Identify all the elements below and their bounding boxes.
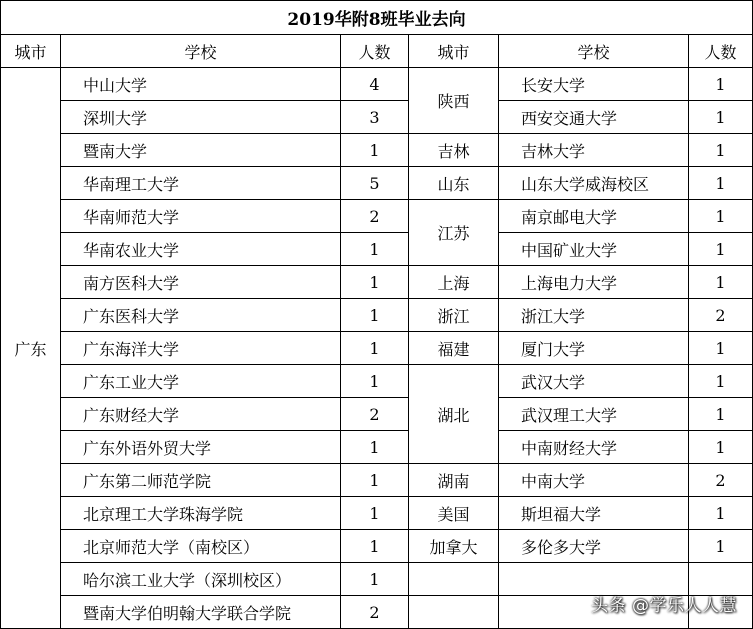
count-cell: 1: [341, 299, 409, 332]
school-cell: 广东外语外贸大学: [61, 431, 341, 464]
count-cell: 1: [689, 101, 753, 134]
school-cell: 北京师范大学（南校区）: [61, 530, 341, 563]
school-cell: 华南理工大学: [61, 167, 341, 200]
school-cell: 南方医科大学: [61, 266, 341, 299]
table-row: [1, 530, 753, 563]
empty-cell: [409, 596, 499, 629]
school-cell: 暨南大学: [61, 134, 341, 167]
count-cell: 1: [689, 497, 753, 530]
count-cell: 1: [341, 332, 409, 365]
school-cell: 多伦多大学: [499, 530, 689, 563]
city-cell: 陕西: [409, 68, 499, 134]
table-title: 2019华附8班毕业去向: [1, 1, 753, 35]
city-cell: 吉林: [409, 134, 499, 167]
school-cell: 广东工业大学: [61, 365, 341, 398]
city-cell: 上海: [409, 266, 499, 299]
empty-cell: [409, 563, 499, 596]
school-cell: 暨南大学伯明翰大学联合学院: [61, 596, 341, 629]
count-cell: 1: [341, 497, 409, 530]
city-cell: 湖北: [409, 365, 499, 464]
school-cell: 上海电力大学: [499, 266, 689, 299]
count-cell: 2: [341, 596, 409, 629]
count-cell: 1: [689, 398, 753, 431]
count-cell: 1: [689, 233, 753, 266]
school-cell: 斯坦福大学: [499, 497, 689, 530]
school-cell: 吉林大学: [499, 134, 689, 167]
city-cell: 加拿大: [409, 530, 499, 563]
city-cell: 福建: [409, 332, 499, 365]
school-cell: 中南财经大学: [499, 431, 689, 464]
count-cell: 1: [341, 134, 409, 167]
table-row: [1, 497, 753, 530]
school-cell: 厦门大学: [499, 332, 689, 365]
school-cell: 长安大学: [499, 68, 689, 101]
city-guangdong: 广东: [1, 68, 61, 629]
school-cell: 华南农业大学: [61, 233, 341, 266]
school-cell: 中南大学: [499, 464, 689, 497]
watermark: 头条 @学乐人人慧: [591, 596, 737, 616]
table-row: [1, 101, 753, 134]
count-cell: 1: [341, 266, 409, 299]
header-left-school: 学校: [61, 35, 341, 68]
header-right-count: 人数: [689, 35, 753, 68]
school-cell: 广东财经大学: [61, 398, 341, 431]
count-cell: 1: [689, 530, 753, 563]
city-cell: 湖南: [409, 464, 499, 497]
school-cell: 广东医科大学: [61, 299, 341, 332]
school-cell: 南京邮电大学: [499, 200, 689, 233]
table-row: [1, 68, 753, 101]
count-cell: 1: [689, 266, 753, 299]
count-cell: 1: [341, 233, 409, 266]
count-cell: 1: [689, 200, 753, 233]
table-row: [1, 332, 753, 365]
table-row: [1, 464, 753, 497]
city-cell: 美国: [409, 497, 499, 530]
school-cell: 西安交通大学: [499, 101, 689, 134]
header-left-city: 城市: [1, 35, 61, 68]
count-cell: 5: [341, 167, 409, 200]
school-cell: 山东大学威海校区: [499, 167, 689, 200]
count-cell: 1: [689, 365, 753, 398]
school-cell: 广东海洋大学: [61, 332, 341, 365]
header-right-school: 学校: [499, 35, 689, 68]
table-row: [1, 398, 753, 431]
table-row: [1, 233, 753, 266]
count-cell: 1: [341, 431, 409, 464]
school-cell: 中山大学: [61, 68, 341, 101]
table-row: [1, 134, 753, 167]
count-cell: 1: [689, 431, 753, 464]
count-cell: 2: [341, 200, 409, 233]
header-right-city: 城市: [409, 35, 499, 68]
count-cell: 1: [341, 365, 409, 398]
table-row: [1, 365, 753, 398]
city-cell: 浙江: [409, 299, 499, 332]
count-cell: 1: [689, 68, 753, 101]
table-row: [1, 200, 753, 233]
count-cell: 1: [341, 563, 409, 596]
school-cell: 哈尔滨工业大学（深圳校区）: [61, 563, 341, 596]
school-cell: 中国矿业大学: [499, 233, 689, 266]
school-cell: 北京理工大学珠海学院: [61, 497, 341, 530]
count-cell: 3: [341, 101, 409, 134]
school-cell: 深圳大学: [61, 101, 341, 134]
table-row: [1, 431, 753, 464]
table-row: [1, 167, 753, 200]
count-cell: 1: [341, 530, 409, 563]
city-cell: 江苏: [409, 200, 499, 266]
city-cell: 山东: [409, 167, 499, 200]
table-row: [1, 299, 753, 332]
count-cell: 1: [689, 332, 753, 365]
count-cell: 1: [689, 134, 753, 167]
count-cell: 1: [689, 167, 753, 200]
school-cell: 华南师范大学: [61, 200, 341, 233]
table-row: [1, 266, 753, 299]
school-cell: 浙江大学: [499, 299, 689, 332]
header-left-count: 人数: [341, 35, 409, 68]
count-cell: 1: [341, 464, 409, 497]
count-cell: 4: [341, 68, 409, 101]
school-cell: 武汉理工大学: [499, 398, 689, 431]
count-cell: 2: [689, 464, 753, 497]
count-cell: 2: [341, 398, 409, 431]
count-cell: 2: [689, 299, 753, 332]
school-cell: 广东第二师范学院: [61, 464, 341, 497]
school-cell: 武汉大学: [499, 365, 689, 398]
